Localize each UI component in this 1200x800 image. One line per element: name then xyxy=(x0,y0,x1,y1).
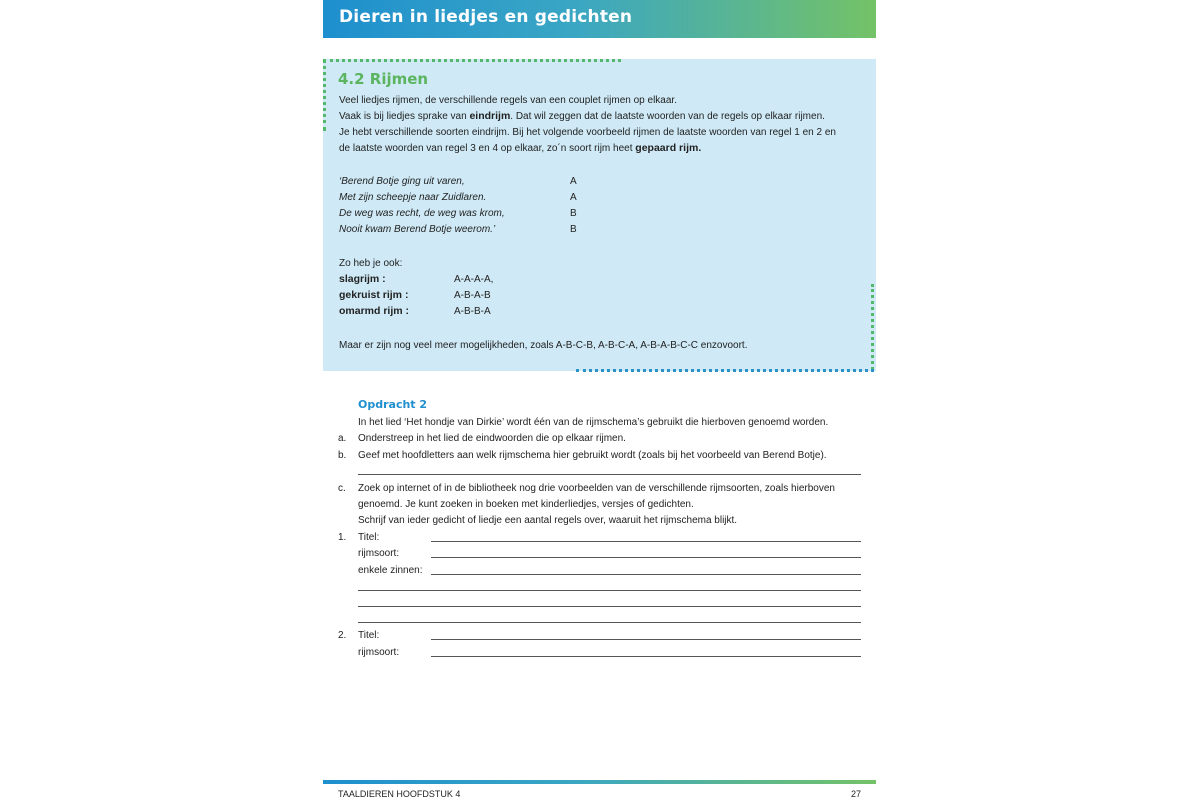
assignment-title: Opdracht 2 xyxy=(358,398,428,411)
term-eindrijm: eindrijm xyxy=(469,110,511,122)
poem-line: Nooit kwam Berend Botje weerom.’ xyxy=(339,224,496,235)
paragraph-line xyxy=(339,110,825,123)
answer-line[interactable] xyxy=(358,474,861,475)
paragraph-line xyxy=(339,126,836,139)
rhyme-type-label: rijmsoort: xyxy=(358,548,400,559)
answer-line[interactable] xyxy=(358,622,861,623)
item-text: Geef met hoofdletters aan welk rijmschema hier gebruikt wordt (zoals bij het voorbeeld van Berend Botje). xyxy=(358,450,827,461)
scheme-pattern: A-B-A-B xyxy=(454,290,491,301)
poem-line: Met zijn scheepje naar Zuidlaren. xyxy=(339,192,487,203)
title-label: Titel: xyxy=(358,532,380,543)
example-number: 2. xyxy=(338,630,347,641)
item-text: genoemd. Je kunt zoeken in boeken met kinderliedjes, versjes of gedichten. xyxy=(358,499,694,510)
text-run: de laatste woorden van regel 3 en 4 op elkaar, zo´n soort rijm heet xyxy=(339,143,636,154)
term-gepaard-rijm: gepaard rijm. xyxy=(635,142,702,154)
text-run: Je hebt verschillende soorten eindrijm. Bij het volgende voorbeeld rijmen de laatste woorden van regel 1 en 2 en xyxy=(339,127,836,138)
scheme-pattern: A-A-A-A, xyxy=(454,274,494,285)
page-title: Dieren in liedjes en gedichten xyxy=(339,7,633,27)
text-run: Vaak is bij liedjes sprake van xyxy=(339,111,470,122)
answer-line[interactable] xyxy=(358,590,861,591)
worksheet-page xyxy=(323,0,876,800)
closing-text: Maar er zijn nog veel meer mogelijkheden, zoals A-B-C-B, A-B-C-A, A-B-A-B-C-C enzovoort. xyxy=(339,340,748,351)
example-number: 1. xyxy=(338,532,347,543)
rhyme-code: A xyxy=(570,176,577,187)
header-bar xyxy=(323,0,876,38)
dotted-border-left xyxy=(323,59,326,131)
lines-label: enkele zinnen: xyxy=(358,565,423,576)
lines-answer-line[interactable] xyxy=(431,574,861,575)
title-label: Titel: xyxy=(358,630,380,641)
rhyme-type-answer-line[interactable] xyxy=(431,656,861,657)
rhyme-code: B xyxy=(570,224,577,235)
title-answer-line[interactable] xyxy=(431,541,861,542)
dotted-border-top xyxy=(323,59,621,62)
scheme-name: gekruist rijm : xyxy=(339,289,409,301)
footer-chapter: TAALDIEREN HOOFDSTUK 4 xyxy=(338,789,461,799)
footer-bar xyxy=(323,780,876,784)
scheme-pattern: A-B-B-A xyxy=(454,306,491,317)
rhyme-type-answer-line[interactable] xyxy=(431,557,861,558)
scheme-name: slagrijm : xyxy=(339,273,386,285)
answer-line[interactable] xyxy=(358,606,861,607)
assignment-intro: In het lied ‘Het hondje van Dirkie’ wordt één van de rijmschema’s gebruikt die hierboven genoemd worden. xyxy=(358,417,829,428)
dotted-border-right xyxy=(871,284,874,370)
section-title: 4.2 Rijmen xyxy=(338,70,429,88)
item-text: Onderstreep in het lied de eindwoorden die op elkaar rijmen. xyxy=(358,433,626,444)
scheme-name: omarmd rijm : xyxy=(339,305,410,317)
page-number: 27 xyxy=(851,789,862,799)
paragraph-line xyxy=(339,94,677,107)
item-letter: b. xyxy=(338,450,347,461)
poem-line: ‘Berend Botje ging uit varen, xyxy=(339,176,465,187)
also-intro: Zo heb je ook: xyxy=(339,258,403,269)
item-letter: a. xyxy=(338,433,347,444)
rhyme-code: A xyxy=(570,192,577,203)
text-run: . Dat wil zeggen dat de laatste woorden van de regels op elkaar rijmen. xyxy=(510,111,825,122)
rhyme-type-label: rijmsoort: xyxy=(358,647,400,658)
item-text: Zoek op internet of in de bibliotheek nog drie voorbeelden van de verschillende rijmsoorten, zoals hierboven xyxy=(358,483,835,494)
text-run: Veel liedjes rijmen, de verschillende regels van een couplet rijmen op elkaar. xyxy=(339,95,677,106)
poem-line: De weg was recht, de weg was krom, xyxy=(339,208,505,219)
title-answer-line[interactable] xyxy=(431,639,861,640)
paragraph-line xyxy=(339,142,701,155)
item-letter: c. xyxy=(338,483,346,494)
dotted-border-bottom xyxy=(576,369,874,372)
item-text: Schrijf van ieder gedicht of liedje een aantal regels over, waaruit het rijmschema blijkt. xyxy=(358,515,738,526)
rhyme-code: B xyxy=(570,208,577,219)
